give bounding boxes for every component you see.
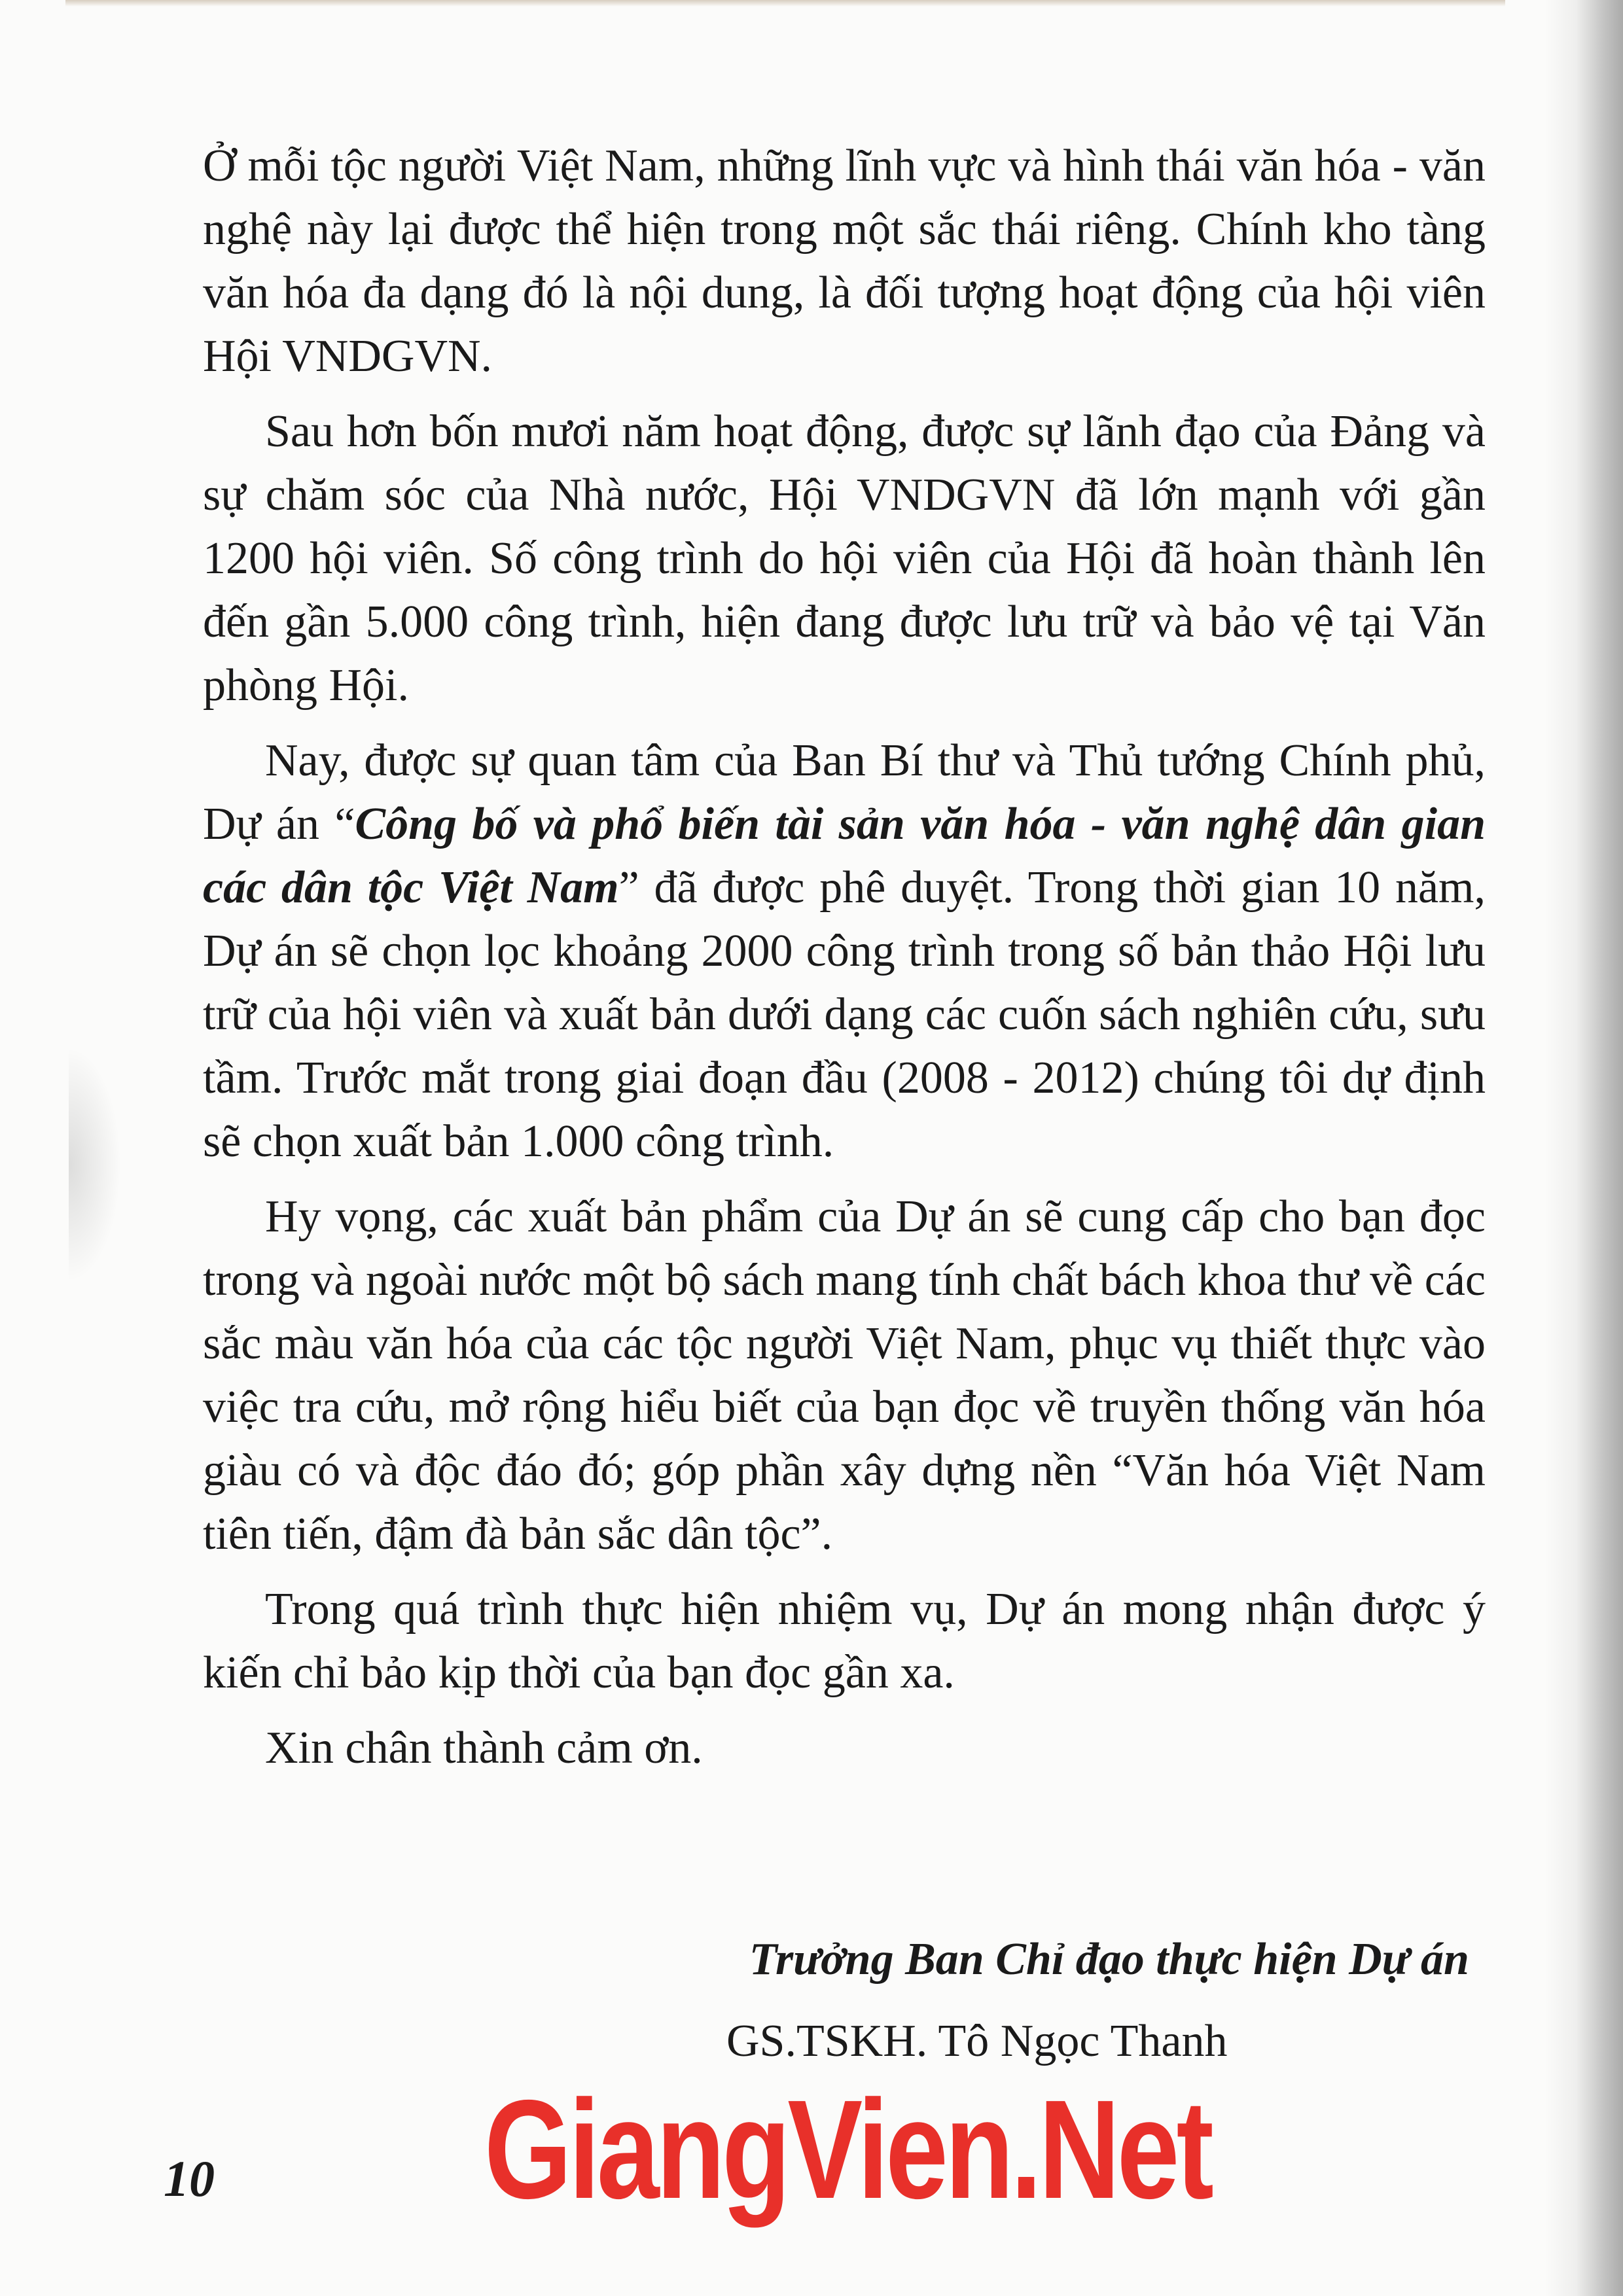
project-title-emphasis: Công bố và phổ biến tài sản văn hóa - văn nghệ dân gian các dân tộc Việt Nam: [203, 799, 1486, 913]
signature-title: Trưởng Ban Chỉ đạo thực hiện Dự án: [749, 1934, 1469, 1985]
paragraph-3: [203, 729, 1486, 1173]
signature-name: GS.TSKH. Tô Ngọc Thanh: [726, 2016, 1228, 2066]
page-top-edge: [65, 0, 1505, 7]
paragraph-3-before: Nay, được sự quan tâm của Ban Bí thư và Thủ tướng Chính phủ, Dự án “: [203, 735, 1486, 849]
body-text: [203, 134, 1486, 1792]
paragraph-6: Xin chân thành cảm ơn.: [265, 1723, 703, 1773]
paragraph-4: Hy vọng, các xuất bản phẩm của Dự án sẽ cung cấp cho bạn đọc trong và ngoài nước một bộ sách mang tính chất bách khoa thư về các sắc màu văn hóa của các tộc người Việt Nam, phục vụ thiết thực vào việc tra cứu, mở rộng hiểu biết của bạn đọc về truyền thống văn hóa giàu có và độc đáo đó; góp phần xây dựng nền “Văn hóa Việt Nam tiên tiến, đậm đà bản sắc dân tộc”.: [203, 1192, 1486, 1559]
page-left-mark: [69, 1047, 121, 1282]
page-number: 10: [164, 2150, 215, 2207]
paragraph-3-after: ” đã được phê duyệt. Trong thời gian 10 năm, Dự án sẽ chọn lọc khoảng 2000 công trình trong số bản thảo Hội lưu trữ của hội viên và xuất bản dưới dạng các cuốn sách nghiên cứu, sưu tầm. Trước mắt trong giai đoạn đầu (2008 - 2012) chúng tôi dự định sẽ chọn xuất bản 1.000 công trình.: [203, 862, 1486, 1167]
watermark-logo: GiangVien.Net: [484, 2070, 1211, 2228]
paragraph-1: Ở mỗi tộc người Việt Nam, những lĩnh vực và hình thái văn hóa - văn nghệ này lại được thể hiện trong một sắc thái riêng. Chính kho tàng văn hóa đa dạng đó là nội dung, là đối tượng hoạt động của hội viên Hội VNDGVN.: [203, 141, 1486, 381]
paragraph-2: Sau hơn bốn mươi năm hoạt động, được sự lãnh đạo của Đảng và sự chăm sóc của Nhà nước, Hội VNDGVN đã lớn mạnh với gần 1200 hội viên. Số công trình do hội viên của Hội đã hoàn thành lên đến gần 5.000 công trình, hiện đang được lưu trữ và bảo vệ tại Văn phòng Hội.: [203, 406, 1486, 711]
spine-shadow: [1544, 0, 1623, 2296]
paragraph-5: Trong quá trình thực hiện nhiệm vụ, Dự án mong nhận được ý kiến chỉ bảo kịp thời của bạn đọc gần xa.: [203, 1584, 1486, 1698]
